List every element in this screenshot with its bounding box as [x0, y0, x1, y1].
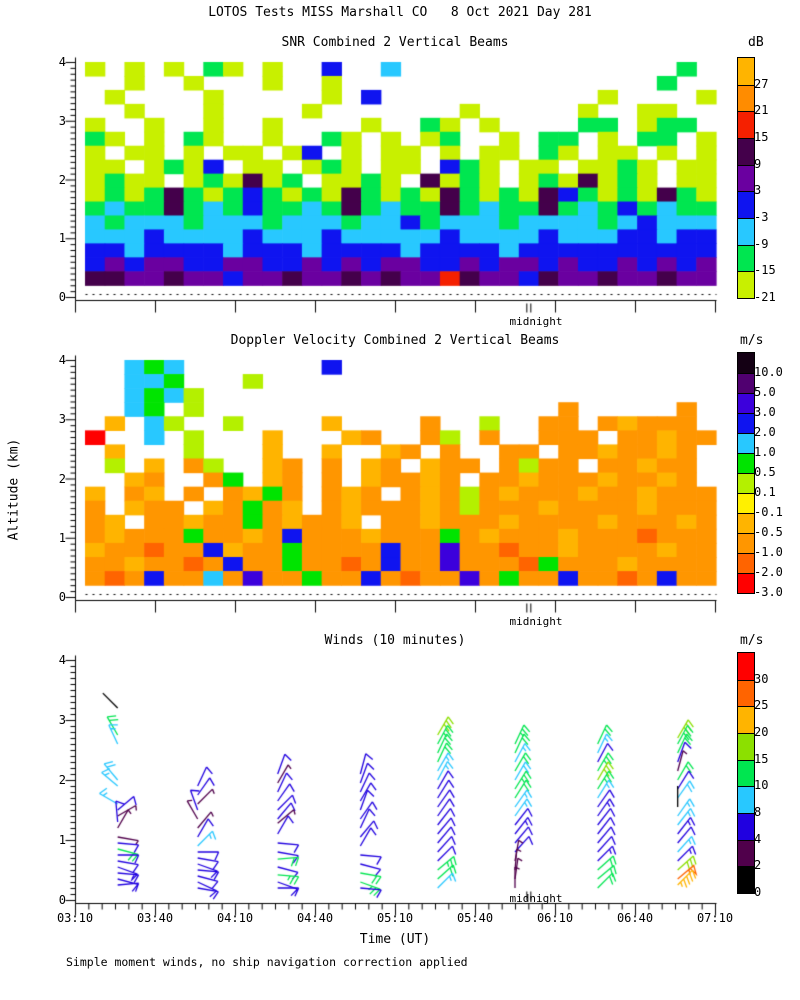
- colorbar-tick-label: 8: [754, 805, 762, 819]
- y-tick-label: 0: [58, 590, 66, 604]
- colorbar-cell: [738, 191, 754, 218]
- colorbar-cell: [738, 373, 754, 393]
- x-tick-label: 05:10: [376, 911, 414, 925]
- colorbar-tick-label: 9: [754, 156, 762, 171]
- colorbar-cell: [738, 271, 754, 298]
- x-tick-label: 06:10: [536, 911, 574, 925]
- colorbar-tick-label: 0: [754, 885, 762, 899]
- y-tick-label: 1: [58, 231, 66, 246]
- colorbar-tick-label: 20: [754, 725, 769, 739]
- colorbar-cell: [738, 453, 754, 473]
- colorbar-panel1: [737, 57, 755, 299]
- colorbar-cell: [738, 813, 754, 840]
- colorbar-tick-label: 15: [754, 751, 769, 766]
- x-tick-label: 06:40: [616, 911, 654, 925]
- colorbar-cell: [738, 553, 754, 573]
- colorbar-cell: [738, 680, 754, 707]
- colorbar-tick-label: -9: [754, 236, 769, 251]
- midnight-label-panel2: midnight: [509, 615, 563, 628]
- colorbar-cell: [738, 473, 754, 493]
- x-tick-label: 03:40: [136, 911, 174, 925]
- colorbar-cell: [738, 433, 754, 453]
- colorbar-tick-label: 10.0: [754, 365, 783, 379]
- colorbar-panel3: [737, 652, 755, 894]
- colorbar-tick-label: -0.5: [754, 525, 783, 539]
- colorbar-tick-label: 0.1: [754, 485, 776, 499]
- panel3-units-label: m/s: [740, 633, 764, 648]
- y-tick-label: 3: [58, 713, 66, 727]
- panel3-title: Winds (10 minutes): [324, 633, 466, 648]
- colorbar-tick-label: -0.1: [754, 505, 783, 519]
- colorbar-tick-label: 30: [754, 671, 769, 686]
- y-tick-label: 4: [58, 353, 66, 367]
- x-tick-label: 03:10: [56, 911, 94, 925]
- altitude-axis-label: Altitude (km): [6, 438, 22, 541]
- colorbar-tick-label: 3: [754, 183, 762, 198]
- y-tick-label: 0: [58, 290, 66, 304]
- x-tick-label: 05:40: [456, 911, 494, 925]
- y-tick-label: 1: [58, 833, 66, 847]
- x-tick-label: 07:10: [696, 911, 734, 925]
- y-tick-label: 0: [58, 893, 66, 907]
- colorbar-cell: [738, 165, 754, 192]
- panel1-units-label: dB: [748, 35, 764, 50]
- colorbar-cell: [738, 653, 754, 680]
- colorbar-tick-label: 3.0: [754, 405, 776, 419]
- colorbar-cell: [738, 533, 754, 553]
- colorbar-tick-label: -3.0: [754, 585, 783, 599]
- colorbar-tick-label: 15: [754, 130, 769, 144]
- colorbar-cell: [738, 866, 754, 893]
- colorbar-cell: [738, 138, 754, 165]
- time-axis-label: Time (UT): [359, 932, 431, 947]
- midnight-label-panel3: midnight: [509, 892, 563, 905]
- colorbar-cell: [738, 58, 754, 85]
- colorbar-cell: [738, 111, 754, 138]
- colorbar-cell: [738, 85, 754, 112]
- y-tick-label: 2: [58, 773, 66, 787]
- colorbar-tick-label: 1.0: [754, 445, 776, 459]
- y-tick-label: 2: [58, 471, 66, 486]
- colorbar-cell: [738, 786, 754, 813]
- colorbar-cell: [738, 840, 754, 867]
- x-tick-label: 04:10: [216, 911, 254, 925]
- colorbar-tick-label: 4: [754, 831, 762, 846]
- colorbar-cell: [738, 493, 754, 513]
- colorbar-cell: [738, 413, 754, 433]
- y-tick-label: 1: [58, 530, 66, 545]
- colorbar-cell: [738, 760, 754, 787]
- y-tick-label: 3: [58, 113, 66, 128]
- y-tick-label: 3: [58, 412, 66, 427]
- colorbar-cell: [738, 733, 754, 760]
- main-title: LOTOS Tests MISS Marshall CO 8 Oct 2021 Day 281: [208, 5, 592, 20]
- colorbar-tick-label: 10: [754, 778, 769, 793]
- y-tick-label: 4: [58, 653, 66, 667]
- colorbar-panel2: [737, 352, 755, 594]
- colorbar-cell: [738, 706, 754, 733]
- colorbar-tick-label: -2.0: [754, 565, 783, 579]
- colorbar-tick-label: 5.0: [754, 385, 776, 399]
- colorbar-tick-label: 21: [754, 103, 769, 118]
- y-tick-label: 4: [58, 55, 66, 69]
- colorbar-tick-label: 25: [754, 698, 769, 713]
- panel1-title: SNR Combined 2 Vertical Beams: [281, 35, 509, 50]
- colorbar-cell: [738, 573, 754, 593]
- colorbar-tick-label: -1.0: [754, 545, 783, 559]
- colorbar-tick-label: 2.0: [754, 425, 776, 439]
- x-tick-label: 04:40: [296, 911, 334, 925]
- colorbar-tick-label: -21: [754, 290, 776, 304]
- colorbar-tick-label: -15: [754, 263, 776, 278]
- colorbar-cell: [738, 245, 754, 272]
- footnote: Simple moment winds, no ship navigation correction applied: [66, 955, 468, 969]
- midnight-label-panel1: midnight: [509, 315, 563, 328]
- y-tick-label: 2: [58, 172, 66, 187]
- colorbar-cell: [738, 353, 754, 373]
- colorbar-cell: [738, 393, 754, 413]
- colorbar-tick-label: -3: [754, 210, 769, 224]
- panel2-units-label: m/s: [740, 333, 764, 348]
- colorbar-tick-label: 2: [754, 858, 762, 873]
- colorbar-tick-label: 27: [754, 76, 769, 91]
- panel2-title: Doppler Velocity Combined 2 Vertical Beams: [230, 333, 560, 348]
- colorbar-cell: [738, 513, 754, 533]
- colorbar-cell: [738, 218, 754, 245]
- colorbar-tick-label: 0.5: [754, 465, 776, 479]
